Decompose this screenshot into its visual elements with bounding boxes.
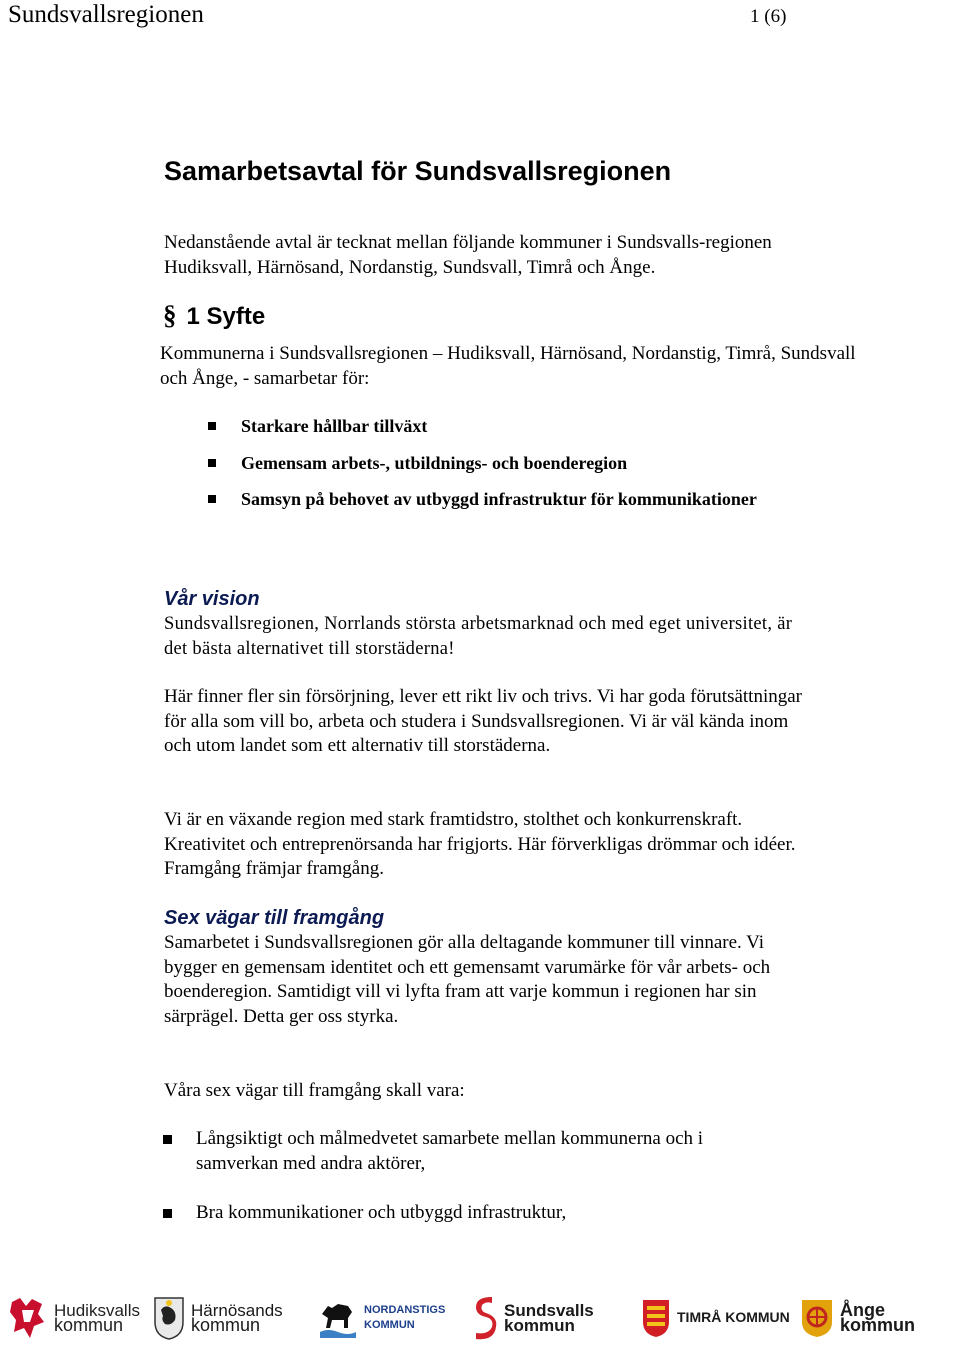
logo-line1: Härnösands bbox=[191, 1300, 283, 1320]
ways-heading: Sex vägar till framgång bbox=[164, 907, 385, 929]
logo-line2: kommun bbox=[54, 1314, 124, 1335]
vision-statement: Sundsvallsregionen, Norrlands största arbetsmarknad och med eget universitet, är det bästa alternativet till storstäderna! bbox=[164, 614, 793, 659]
hudiksvall-crest-icon bbox=[8, 1296, 48, 1340]
list-item-text: Samsyn på behovet av utbyggd infrastruktur för kommunikationer bbox=[241, 489, 757, 509]
list-item bbox=[163, 1201, 783, 1226]
nordanstig-horse-icon bbox=[318, 1296, 358, 1340]
list-item bbox=[208, 450, 808, 476]
section-heading-syfte bbox=[163, 300, 265, 332]
logo-sundsvall bbox=[470, 1290, 594, 1345]
page-number: 1 (6) bbox=[750, 6, 787, 27]
logo-line2: kommun bbox=[191, 1314, 261, 1335]
square-bullet-icon bbox=[208, 422, 216, 430]
logo-line1: Sundsvalls bbox=[504, 1300, 594, 1320]
logo-nordanstig bbox=[318, 1290, 445, 1345]
ways-paragraph: Samarbetet i Sundsvallsregionen gör alla deltagande kommuner till vinnare. Vi bygger en gemensam identitet och ett gemensamt varumärke för vår arbets- och boenderegion. Samtidigt vill vi lyfta fram att varje kommun i regionen har sin särprägel. Detta ger oss styrka. bbox=[164, 932, 771, 1027]
square-bullet-icon bbox=[163, 1209, 172, 1218]
municipality-logo-bar bbox=[0, 1290, 960, 1345]
square-bullet-icon bbox=[208, 459, 216, 467]
list-item-text: Gemensam arbets-, utbildnings- och boenderegion bbox=[241, 453, 628, 473]
vision-heading: Vår vision bbox=[164, 588, 260, 610]
logo-hudiksvall bbox=[8, 1290, 140, 1345]
header-title: Sundsvallsregionen bbox=[8, 1, 204, 28]
vision-paragraph-2: Vi är en växande region med stark framtidstro, stolthet och konkurrenskraft. Kreativitet och entreprenörsanda har frigjorts. Här förverkligas drömmar och idéer. Framgång främjar framgång. bbox=[164, 809, 796, 879]
paragraph-sign: § bbox=[163, 300, 177, 330]
logo-line2: kommun bbox=[504, 1315, 575, 1335]
list-item-text: Starkare hållbar tillväxt bbox=[241, 416, 428, 436]
logo-line1: TIMRÅ KOMMUN bbox=[677, 1309, 790, 1325]
ange-wheel-icon bbox=[800, 1298, 834, 1338]
logo-harnosand bbox=[153, 1290, 283, 1345]
list-item bbox=[208, 413, 808, 439]
goal-list bbox=[208, 413, 808, 529]
sundsvall-s-icon bbox=[470, 1293, 498, 1343]
logo-timra bbox=[641, 1290, 790, 1345]
document-title: Samarbetsavtal för Sundsvallsregionen bbox=[164, 156, 672, 186]
list-item bbox=[163, 1127, 783, 1176]
syfte-paragraph: Kommunerna i Sundsvallsregionen – Hudiksvall, Härnösand, Nordanstig, Timrå, Sundsvall och Ånge, - samarbetar för: bbox=[160, 343, 856, 389]
intro-paragraph: Nedanstående avtal är tecknat mellan följande kommuner i Sundsvalls-regionen Hudiksvall, Härnösand, Nordanstig, Sundsvall, Timrå och Ånge. bbox=[164, 232, 772, 278]
square-bullet-icon bbox=[163, 1135, 172, 1144]
logo-line2: KOMMUN bbox=[364, 1318, 415, 1331]
vision-paragraph-1: Här finner fler sin försörjning, lever ett rikt liv och trivs. Vi har goda förutsättningar för alla som vill bo, arbeta och studera i Sundsvallsregionen. Vi är väl kända inom och utom landet som ett alternativ till storstäderna. bbox=[164, 686, 803, 756]
ways-list bbox=[163, 1127, 783, 1251]
list-item-text: Bra kommunikationer och utbyggd infrastruktur, bbox=[196, 1202, 567, 1223]
list-item bbox=[208, 481, 808, 518]
logo-line1: Hudiksvalls bbox=[54, 1300, 140, 1320]
logo-ange bbox=[800, 1290, 960, 1345]
ways-intro: Våra sex vägar till framgång skall vara: bbox=[164, 1080, 465, 1101]
logo-line1: Ånge kommun bbox=[840, 1299, 916, 1335]
logo-line1: NORDANSTIGS bbox=[364, 1303, 446, 1316]
square-bullet-icon bbox=[208, 495, 216, 503]
harnosand-crest-icon bbox=[153, 1296, 185, 1340]
timra-crest-icon bbox=[641, 1298, 671, 1338]
list-item-text: Långsiktigt och målmedvetet samarbete mellan kommunerna och i samverkan med andra aktörer, bbox=[196, 1128, 704, 1174]
section-heading-text: 1 Syfte bbox=[186, 303, 266, 330]
